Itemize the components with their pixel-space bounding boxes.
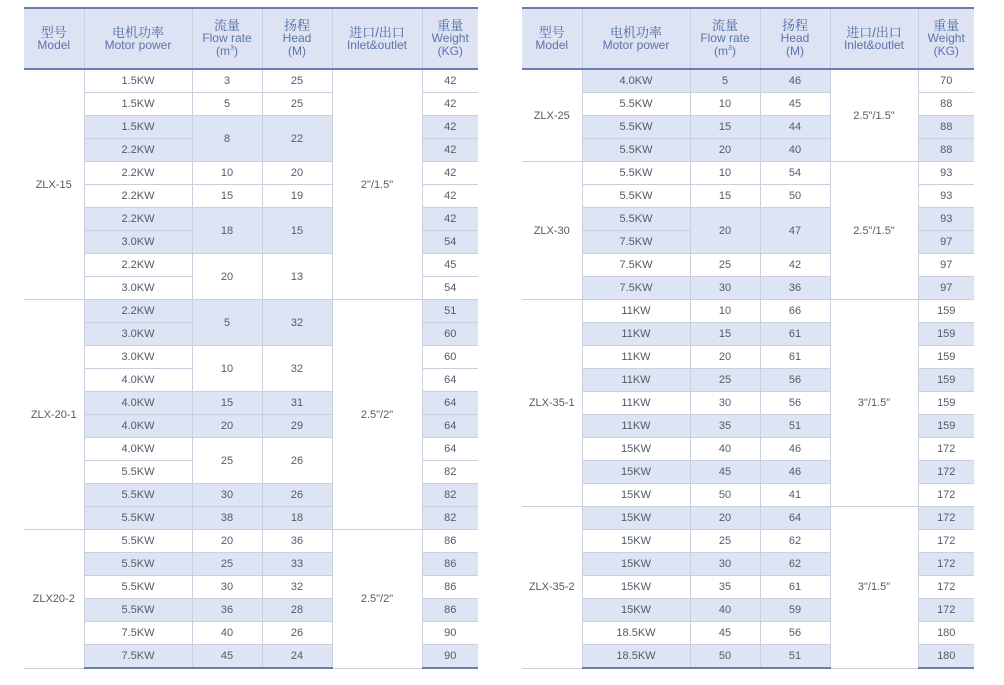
power-cell: 5.5KW xyxy=(582,139,690,162)
flow-cell: 45 xyxy=(690,461,760,484)
flow-cell: 25 xyxy=(690,369,760,392)
flow-cell: 36 xyxy=(192,599,262,622)
head-cell: 19 xyxy=(262,185,332,208)
power-cell: 4.0KW xyxy=(84,415,192,438)
weight-cell: 88 xyxy=(918,93,974,116)
weight-cell: 172 xyxy=(918,507,974,530)
power-cell: 2.2KW xyxy=(84,300,192,323)
flow-cell: 15 xyxy=(690,323,760,346)
head-cell: 15 xyxy=(262,208,332,254)
weight-cell: 180 xyxy=(918,622,974,645)
head-cell: 50 xyxy=(760,185,830,208)
weight-cell: 180 xyxy=(918,645,974,669)
col-head-header: 扬程 Head (M) xyxy=(262,8,332,69)
weight-cell: 93 xyxy=(918,162,974,185)
head-cell: 40 xyxy=(760,139,830,162)
header-row xyxy=(24,8,478,69)
flow-cell: 10 xyxy=(690,300,760,323)
weight-cell: 159 xyxy=(918,346,974,369)
flow-cell: 45 xyxy=(690,622,760,645)
power-cell: 15KW xyxy=(582,599,690,622)
right-spec-table xyxy=(522,7,974,669)
flow-cell: 3 xyxy=(192,69,262,93)
weight-cell: 97 xyxy=(918,254,974,277)
flow-cell: 25 xyxy=(690,254,760,277)
header-row xyxy=(522,8,974,69)
weight-cell: 159 xyxy=(918,392,974,415)
weight-cell: 97 xyxy=(918,231,974,254)
head-cell: 41 xyxy=(760,484,830,507)
col-power-header: 电机功率 Motor power xyxy=(582,8,690,69)
head-cell: 47 xyxy=(760,208,830,254)
head-cell: 56 xyxy=(760,369,830,392)
weight-cell: 42 xyxy=(422,93,478,116)
power-cell: 11KW xyxy=(582,369,690,392)
head-cell: 18 xyxy=(262,507,332,530)
flow-cell: 30 xyxy=(690,392,760,415)
head-cell: 24 xyxy=(262,645,332,669)
weight-cell: 64 xyxy=(422,392,478,415)
power-cell: 15KW xyxy=(582,461,690,484)
head-cell: 61 xyxy=(760,323,830,346)
head-cell: 20 xyxy=(262,162,332,185)
col-weight-header: 重量 Weight (KG) xyxy=(422,8,478,69)
flow-cell: 45 xyxy=(192,645,262,669)
power-cell: 7.5KW xyxy=(582,277,690,300)
weight-cell: 64 xyxy=(422,415,478,438)
head-cell: 22 xyxy=(262,116,332,162)
flow-cell: 40 xyxy=(690,599,760,622)
head-cell: 62 xyxy=(760,530,830,553)
power-cell: 11KW xyxy=(582,346,690,369)
power-cell: 5.5KW xyxy=(84,461,192,484)
weight-cell: 60 xyxy=(422,323,478,346)
head-cell: 46 xyxy=(760,69,830,93)
flow-cell: 20 xyxy=(690,346,760,369)
weight-cell: 42 xyxy=(422,162,478,185)
io-cell: 2.5"/2" xyxy=(332,530,422,669)
col-io-header: 进口/出口 Inlet&outlet xyxy=(332,8,422,69)
weight-cell: 172 xyxy=(918,461,974,484)
head-cell: 32 xyxy=(262,300,332,346)
weight-cell: 82 xyxy=(422,484,478,507)
flow-cell: 5 xyxy=(192,300,262,346)
power-cell: 15KW xyxy=(582,438,690,461)
power-cell: 3.0KW xyxy=(84,346,192,369)
power-cell: 1.5KW xyxy=(84,69,192,93)
power-cell: 3.0KW xyxy=(84,231,192,254)
power-cell: 2.2KW xyxy=(84,208,192,231)
flow-cell: 35 xyxy=(690,576,760,599)
flow-cell: 20 xyxy=(192,254,262,300)
weight-cell: 172 xyxy=(918,576,974,599)
flow-cell: 20 xyxy=(192,530,262,553)
power-cell: 5.5KW xyxy=(84,553,192,576)
flow-cell: 5 xyxy=(192,93,262,116)
flow-cell: 38 xyxy=(192,507,262,530)
weight-cell: 45 xyxy=(422,254,478,277)
flow-cell: 50 xyxy=(690,484,760,507)
power-cell: 15KW xyxy=(582,576,690,599)
flow-cell: 10 xyxy=(192,162,262,185)
flow-cell: 50 xyxy=(690,645,760,669)
io-cell: 2.5"/1.5" xyxy=(830,69,918,162)
head-cell: 51 xyxy=(760,645,830,669)
power-cell: 1.5KW xyxy=(84,116,192,139)
flow-cell: 20 xyxy=(690,507,760,530)
head-cell: 32 xyxy=(262,576,332,599)
power-cell: 15KW xyxy=(582,507,690,530)
power-cell: 5.5KW xyxy=(582,185,690,208)
head-cell: 45 xyxy=(760,93,830,116)
weight-cell: 42 xyxy=(422,69,478,93)
flow-cell: 25 xyxy=(192,553,262,576)
weight-cell: 93 xyxy=(918,208,974,231)
head-cell: 46 xyxy=(760,461,830,484)
col-model-header: 型号 Model xyxy=(24,8,84,69)
power-cell: 4.0KW xyxy=(84,392,192,415)
flow-cell: 30 xyxy=(690,553,760,576)
head-cell: 56 xyxy=(760,622,830,645)
power-cell: 5.5KW xyxy=(84,507,192,530)
weight-cell: 60 xyxy=(422,346,478,369)
model-cell: ZLX-30 xyxy=(522,162,582,300)
power-cell: 3.0KW xyxy=(84,323,192,346)
flow-cell: 30 xyxy=(192,576,262,599)
flow-cell: 10 xyxy=(690,162,760,185)
power-cell: 11KW xyxy=(582,415,690,438)
power-cell: 5.5KW xyxy=(582,208,690,231)
flow-cell: 40 xyxy=(690,438,760,461)
flow-cell: 18 xyxy=(192,208,262,254)
flow-cell: 10 xyxy=(690,93,760,116)
power-cell: 5.5KW xyxy=(84,599,192,622)
power-cell: 18.5KW xyxy=(582,622,690,645)
flow-cell: 40 xyxy=(192,622,262,645)
weight-cell: 86 xyxy=(422,530,478,553)
table-row xyxy=(522,162,974,185)
power-cell: 4.0KW xyxy=(84,369,192,392)
weight-cell: 172 xyxy=(918,484,974,507)
power-cell: 1.5KW xyxy=(84,93,192,116)
power-cell: 7.5KW xyxy=(84,645,192,669)
power-cell: 11KW xyxy=(582,323,690,346)
weight-cell: 172 xyxy=(918,530,974,553)
head-cell: 29 xyxy=(262,415,332,438)
io-cell: 3"/1.5" xyxy=(830,300,918,507)
table-row xyxy=(24,300,478,323)
head-cell: 26 xyxy=(262,484,332,507)
weight-cell: 86 xyxy=(422,599,478,622)
power-cell: 5.5KW xyxy=(84,530,192,553)
power-cell: 2.2KW xyxy=(84,162,192,185)
flow-cell: 20 xyxy=(690,139,760,162)
power-cell: 5.5KW xyxy=(84,484,192,507)
col-model-header: 型号 Model xyxy=(522,8,582,69)
col-power-header: 电机功率 Motor power xyxy=(84,8,192,69)
head-cell: 61 xyxy=(760,576,830,599)
head-cell: 42 xyxy=(760,254,830,277)
head-cell: 66 xyxy=(760,300,830,323)
power-cell: 18.5KW xyxy=(582,645,690,669)
weight-cell: 88 xyxy=(918,139,974,162)
head-cell: 54 xyxy=(760,162,830,185)
power-cell: 15KW xyxy=(582,484,690,507)
power-cell: 15KW xyxy=(582,530,690,553)
head-cell: 13 xyxy=(262,254,332,300)
power-cell: 7.5KW xyxy=(84,622,192,645)
head-cell: 61 xyxy=(760,346,830,369)
model-cell: ZLX-20-1 xyxy=(24,300,84,530)
head-cell: 33 xyxy=(262,553,332,576)
head-cell: 51 xyxy=(760,415,830,438)
power-cell: 2.2KW xyxy=(84,139,192,162)
head-cell: 36 xyxy=(262,530,332,553)
power-cell: 5.5KW xyxy=(582,93,690,116)
weight-cell: 172 xyxy=(918,553,974,576)
weight-cell: 82 xyxy=(422,507,478,530)
weight-cell: 42 xyxy=(422,116,478,139)
weight-cell: 159 xyxy=(918,369,974,392)
weight-cell: 172 xyxy=(918,599,974,622)
model-cell: ZLX-35-2 xyxy=(522,507,582,669)
head-cell: 26 xyxy=(262,622,332,645)
power-cell: 7.5KW xyxy=(582,254,690,277)
table-row xyxy=(24,69,478,93)
io-cell: 2.5"/1.5" xyxy=(830,162,918,300)
weight-cell: 159 xyxy=(918,300,974,323)
model-cell: ZLX-15 xyxy=(24,69,84,300)
table-row xyxy=(24,530,478,553)
head-cell: 62 xyxy=(760,553,830,576)
weight-cell: 64 xyxy=(422,369,478,392)
flow-cell: 30 xyxy=(192,484,262,507)
power-cell: 11KW xyxy=(582,300,690,323)
weight-cell: 54 xyxy=(422,277,478,300)
head-cell: 25 xyxy=(262,93,332,116)
weight-cell: 42 xyxy=(422,185,478,208)
head-cell: 32 xyxy=(262,346,332,392)
flow-cell: 30 xyxy=(690,277,760,300)
model-cell: ZLX-35-1 xyxy=(522,300,582,507)
flow-cell: 25 xyxy=(690,530,760,553)
col-weight-header: 重量 Weight (KG) xyxy=(918,8,974,69)
power-cell: 2.2KW xyxy=(84,185,192,208)
weight-cell: 90 xyxy=(422,645,478,669)
power-cell: 5.5KW xyxy=(582,162,690,185)
power-cell: 15KW xyxy=(582,553,690,576)
flow-cell: 8 xyxy=(192,116,262,162)
weight-cell: 54 xyxy=(422,231,478,254)
flow-cell: 25 xyxy=(192,438,262,484)
power-cell: 7.5KW xyxy=(582,231,690,254)
col-head-header: 扬程 Head (M) xyxy=(760,8,830,69)
table-row xyxy=(522,69,974,93)
flow-cell: 15 xyxy=(690,185,760,208)
weight-cell: 93 xyxy=(918,185,974,208)
weight-cell: 159 xyxy=(918,323,974,346)
head-cell: 46 xyxy=(760,438,830,461)
weight-cell: 82 xyxy=(422,461,478,484)
col-io-header: 进口/出口 Inlet&outlet xyxy=(830,8,918,69)
col-flow-header: 流量 Flow rate $(m^3)$ xyxy=(690,8,760,69)
table-row xyxy=(522,507,974,530)
flow-cell: 15 xyxy=(192,185,262,208)
power-cell: 4.0KW xyxy=(582,69,690,93)
io-cell: 2"/1.5" xyxy=(332,69,422,300)
flow-cell: 5 xyxy=(690,69,760,93)
head-cell: 36 xyxy=(760,277,830,300)
weight-cell: 97 xyxy=(918,277,974,300)
weight-cell: 159 xyxy=(918,415,974,438)
model-cell: ZLX20-2 xyxy=(24,530,84,669)
weight-cell: 64 xyxy=(422,438,478,461)
weight-cell: 90 xyxy=(422,622,478,645)
weight-cell: 51 xyxy=(422,300,478,323)
weight-cell: 88 xyxy=(918,116,974,139)
flow-cell: 15 xyxy=(690,116,760,139)
weight-cell: 86 xyxy=(422,553,478,576)
flow-cell: 20 xyxy=(192,415,262,438)
weight-cell: 42 xyxy=(422,208,478,231)
flow-cell: 15 xyxy=(192,392,262,415)
weight-cell: 70 xyxy=(918,69,974,93)
head-cell: 26 xyxy=(262,438,332,484)
power-cell: 11KW xyxy=(582,392,690,415)
head-cell: 28 xyxy=(262,599,332,622)
table-row xyxy=(522,300,974,323)
weight-cell: 42 xyxy=(422,139,478,162)
weight-cell: 172 xyxy=(918,438,974,461)
col-flow-header: 流量 Flow rate $(m^3)$ xyxy=(192,8,262,69)
weight-cell: 86 xyxy=(422,576,478,599)
left-spec-table xyxy=(24,7,478,669)
power-cell: 4.0KW xyxy=(84,438,192,461)
head-cell: 59 xyxy=(760,599,830,622)
flow-cell: 35 xyxy=(690,415,760,438)
head-cell: 64 xyxy=(760,507,830,530)
io-cell: 3"/1.5" xyxy=(830,507,918,669)
model-cell: ZLX-25 xyxy=(522,69,582,162)
head-cell: 44 xyxy=(760,116,830,139)
io-cell: 2.5"/2" xyxy=(332,300,422,530)
power-cell: 5.5KW xyxy=(84,576,192,599)
head-cell: 31 xyxy=(262,392,332,415)
power-cell: 5.5KW xyxy=(582,116,690,139)
power-cell: 3.0KW xyxy=(84,277,192,300)
flow-cell: 20 xyxy=(690,208,760,254)
head-cell: 25 xyxy=(262,69,332,93)
power-cell: 2.2KW xyxy=(84,254,192,277)
head-cell: 56 xyxy=(760,392,830,415)
flow-cell: 10 xyxy=(192,346,262,392)
